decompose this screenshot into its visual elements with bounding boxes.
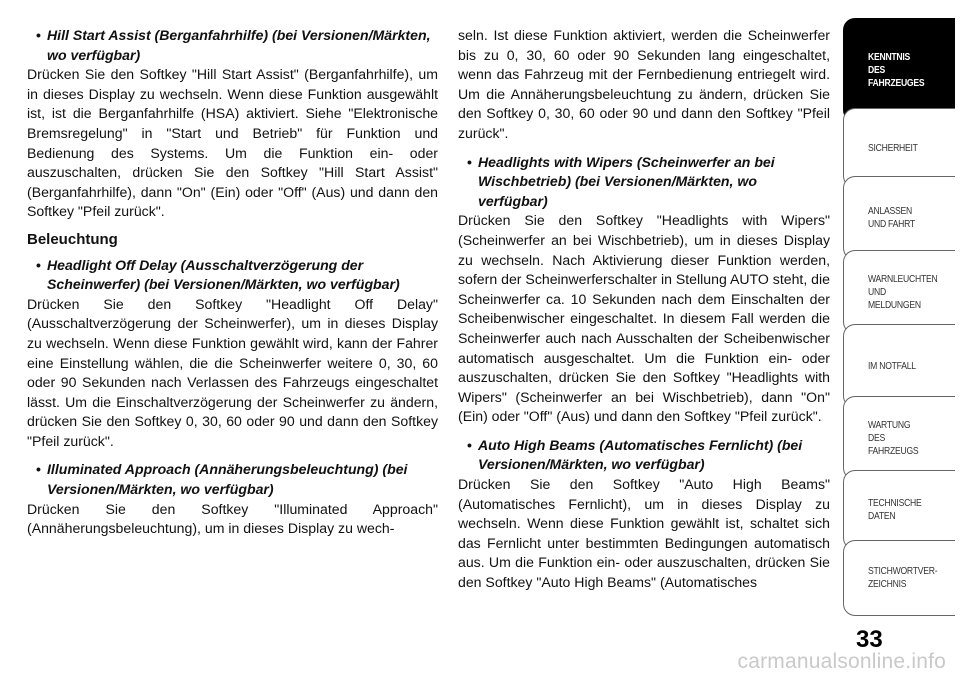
bullet-headlights-with-wipers: • Headlights with Wipers (Scheinwerfer an bei Wischbetrieb) (bei Versionen/Märkten, wo verfügbar) [458, 153, 830, 212]
paragraph-headlight-off-delay: Drücken Sie den Softkey "Headlight Off Delay" (Ausschaltverzögerung der Scheinwerfer), um in dieses Display zu wechseln. Wenn diese Funktion gewählt wird, kann der Fahrer eine Einstellung wählen, die die Scheinwerfer weitere 0, 30, 60 oder 90 Sekunden nach Verlassen des Fahrzeugs eingeschaltet lässt. Um die Einschaltverzögerung der Scheinwerfer zu ändern, drücken Sie den Softkey 0, 30, 60 oder 90 und dann den Softkey "Pfeil zurück". [27, 295, 438, 449]
tab-label: TECHNISCHE DATEN [868, 497, 922, 522]
paragraph-headlights-with-wipers: Drücken Sie den Softkey "Headlights with Wipers" (Scheinwerfer an bei Wischbetrieb), um in dieses Display zu wechseln. Nach Aktivierung dieser Funktion werden, sofern der Scheinwerferschalter in Stellung AUTO steht, die Scheinwerfer ca. 10 Sekunden nach dem Einschalten der Scheibenwischer eingeschaltet. In diesem Fall werden die Scheinwerfer auch nach Ausschalten der Scheibenwischer automatisch ausgeschaltet. Um die Funktion ein- oder auszuschalten, drücken Sie den Softkey "Headlights with Wipers" (Scheinwerfer an bei Wischbetrieb), dann "On" (Ein) oder "Off" (Aus) und dann den Softkey "Pfeil zurück". [458, 212, 830, 425]
bullet-headlight-off-delay: • Headlight Off Delay (Ausschaltverzögerung der Scheinwerfer) (bei Versionen/Märkten, wo verfügbar) [27, 256, 438, 295]
paragraph-illuminated-approach-continued: seln. Ist diese Funktion aktiviert, werden die Scheinwerfer bis zu 0, 30, 60 oder 90 Sekunden lang eingeschaltet, wenn das Fahrzeug mit der Fernbedienung entriegelt wird. Um die Annäherungsbeleuchtung zu ändern, drücken Sie den Softkey 0, 30, 60 oder 90 und dann den Softkey "Pfeil zurück". [458, 27, 830, 141]
tab-label: IM NOTFALL [868, 359, 916, 372]
chapter-tabs [843, 0, 960, 678]
bullet-illuminated-approach: • Illuminated Approach (Annäherungsbeleuchtung) (bei Versionen/Märkten, wo verfügbar) [27, 460, 438, 499]
tab-technische-daten[interactable] [843, 470, 955, 550]
paragraph-illuminated-approach: Drücken Sie den Softkey "Illuminated Approach" (Annäherungsbeleuchtung), um in dieses Display zu wech- [27, 500, 438, 537]
tab-warnleuchten-und-meldungen[interactable] [843, 250, 955, 334]
bullet-hill-start-assist: • Hill Start Assist (Berganfahrhilfe) (bei Versionen/Märkten, wo verfügbar) [27, 26, 438, 65]
tab-label: ANLASSEN UND FAHRT [868, 205, 915, 230]
right-column [458, 26, 830, 593]
tab-stichwortverzeichnis[interactable] [843, 540, 955, 616]
tab-label: KENNTNIS DES FAHRZEUGES [868, 50, 925, 89]
page-number: 33 [856, 626, 883, 653]
tab-anlassen-und-fahrt[interactable] [843, 176, 955, 260]
section-heading: Beleuchtung [27, 230, 118, 248]
tab-label: STICHWORTVER- ZEICHNIS [868, 565, 938, 590]
left-column [27, 26, 438, 539]
paragraph-auto-high-beams: Drücken Sie den Softkey "Auto High Beams" (Automatisches Fernlicht), um in dieses Display zu wechseln. Wenn diese Funktion gewählt ist, schaltet sich das Fernlicht unter bestimmten Bedingungen automatisch aus. Um die Funktion ein- oder auszuschalten, drücken Sie den Softkey "Auto High Beams" (Automatisches [458, 476, 830, 591]
tab-label: SICHERHEIT [868, 141, 918, 154]
watermark: carmanualsonline.info [737, 650, 946, 673]
tab-wartung-des-fahrzeugs[interactable] [843, 396, 955, 480]
tab-label: WARNLEUCHTEN UND MELDUNGEN [868, 272, 938, 311]
tab-kenntnis-des-fahrzeuges[interactable] [843, 18, 955, 122]
tab-label: WARTUNG DES FAHRZEUGS [868, 418, 919, 457]
paragraph-hill-start-assist: Drücken Sie den Softkey "Hill Start Assist" (Berganfahrhilfe), um in dieses Display zu wechseln. Wenn diese Funktion ausgewählt ist, ist die Berganfahrhilfe (HSA) aktiviert. Siehe "Elektronische Bremsregelung" in "Start und Betrieb" für Funktion und Bedienung des Systems. Um die Funktion ein- oder auszuschalten, drücken Sie den Softkey "Hill Start Assist" (Berganfahrhilfe), dann "On" (Ein) oder "Off" (Aus) und dann den Softkey "Pfeil zurück". [27, 66, 438, 220]
bullet-auto-high-beams: • Auto High Beams (Automatisches Fernlicht) (bei Versionen/Märkten, wo verfügbar) [458, 436, 830, 475]
